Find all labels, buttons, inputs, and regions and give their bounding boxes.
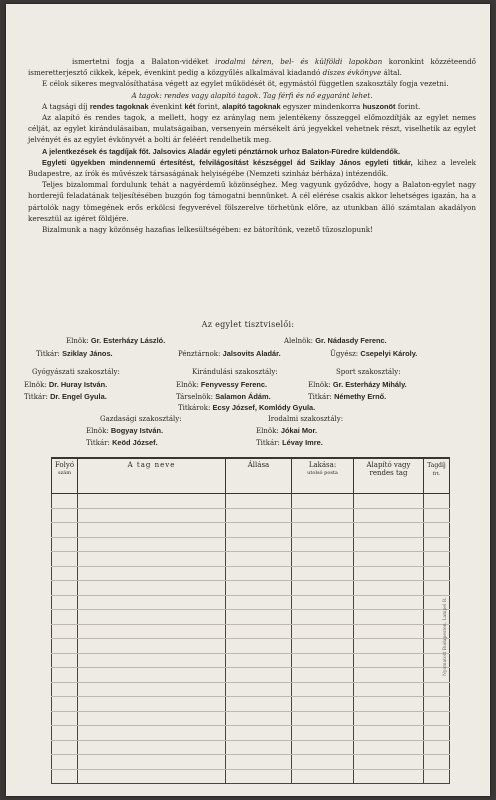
table-cell [292,755,354,770]
section-gazd-titkar: Titkár: Keöd József. [86,438,158,447]
table-body [52,494,450,784]
section-gyogy-title: Gyógyászati szakosztály: [32,368,120,376]
table-cell [424,581,450,596]
table-cell [354,653,424,668]
table-cell [52,581,78,596]
table-cell [226,610,292,625]
table-cell [78,581,226,596]
section-sport-title: Sport szakosztály: [336,368,401,376]
table-row [52,726,450,741]
officials-elnok: Elnök: Gr. Esterházy László. [66,336,166,345]
table-cell [354,552,424,567]
table-cell [354,755,424,770]
table-cell [78,682,226,697]
body-text [28,56,476,235]
table-cell [78,508,226,523]
table-cell [78,552,226,567]
table-cell [78,494,226,509]
officials-title: Az egylet tisztviselői: [201,320,295,329]
table-row [52,653,450,668]
table-cell [52,523,78,538]
table-cell [52,711,78,726]
table-cell [226,755,292,770]
section-irod-title: Irodalmi szakosztály: [268,415,344,423]
table-cell [354,610,424,625]
table-cell [52,595,78,610]
table-cell [78,726,226,741]
paragraph-1: ismertetni fogja a Balaton-vidéket irodalmi téren, bel- és külföldi lapokban koronkint közzéteendő ismeretterjesztő cikkek, képek, évenkint pedig a közgyűlés alkalmával kiadandó díszes évkönyve által. [28,57,477,78]
table-cell [78,537,226,552]
table-row [52,682,450,697]
table-cell [354,494,424,509]
table-cell [424,566,450,581]
table-cell [354,581,424,596]
table-cell [52,668,78,683]
table-cell [292,566,354,581]
table-cell [226,552,292,567]
col-lakasa: Lakása: utolsó posta [292,458,354,494]
table-cell [292,552,354,567]
section-gazd-elnok: Elnök: Bogyay István. [86,426,164,435]
table-row [52,595,450,610]
table-cell [424,755,450,770]
table-cell [354,726,424,741]
table-cell [52,682,78,697]
table-cell [226,508,292,523]
table-cell [292,769,354,784]
table-cell [354,523,424,538]
table-row [52,552,450,567]
table-row [52,581,450,596]
paragraph-5: Az alapító és rendes tagok, a mellett, hogy ez aránylag nem jelentékeny összeggel előmozdítják az egylet nemes célját, az egylet kirándulásaiban, mulatságaiban, versenyein mérsékelt árú jegyekkel vehetnek részt, viselhetik az egylet jelvényét és az egylet évkönyvét a bolti ár feléért rendelhetik meg. [28,113,476,145]
table-cell [78,610,226,625]
table-cell [424,537,450,552]
table-cell [354,508,424,523]
table-header-row [52,458,450,494]
table-cell [424,769,450,784]
table-row [52,523,450,538]
section-kirand-titkar: Titkárok: Ecsy József, Komlódy Gyula. [178,403,316,412]
table-cell [78,639,226,654]
section-irod-titkar: Titkár: Lévay Imre. [256,438,323,447]
table-cell [354,711,424,726]
table-cell [424,552,450,567]
col-tag-neve: A tag neve [78,458,226,494]
table-cell [292,610,354,625]
printer-imprint: Nyomatott Budapesten, Lampel R. [443,597,448,676]
table-cell [292,523,354,538]
table-cell [226,697,292,712]
table-cell [354,537,424,552]
table-cell [52,755,78,770]
table-cell [226,726,292,741]
table-cell [52,653,78,668]
table-cell [354,595,424,610]
table-cell [78,668,226,683]
table-cell [78,755,226,770]
table-cell [52,552,78,567]
table-cell [226,682,292,697]
table-cell [78,769,226,784]
table-cell [354,566,424,581]
table-cell [292,697,354,712]
table-cell [52,537,78,552]
table-cell [52,508,78,523]
membership-register-table [51,457,450,784]
table-cell [292,668,354,683]
table-cell [226,740,292,755]
table-cell [292,740,354,755]
section-gazd-title: Gazdasági szakosztály: [100,415,182,423]
table-cell [292,595,354,610]
table-row [52,755,450,770]
table-cell [292,682,354,697]
table-cell [354,624,424,639]
table-cell [354,682,424,697]
document-sheet [6,4,490,796]
section-sport-elnok: Elnök: Gr. Esterházy Mihály. [308,380,407,389]
table-cell [78,523,226,538]
table-cell [292,494,354,509]
table-row [52,711,450,726]
table-cell [424,494,450,509]
table-row [52,668,450,683]
table-cell [226,581,292,596]
table-cell [78,653,226,668]
table-cell [226,624,292,639]
officials-ugyesz: Ügyész: Csepelyi Károly. [330,349,418,358]
table-row [52,610,450,625]
table-row [52,639,450,654]
table-cell [226,711,292,726]
table-cell [292,508,354,523]
table-cell [424,740,450,755]
table-cell [292,639,354,654]
table-cell [292,537,354,552]
section-kirand-title: Kirándulási szakosztály: [192,368,278,376]
table-cell [354,697,424,712]
table-cell [52,566,78,581]
table-cell [226,566,292,581]
officials-penztarnok: Pénztárnok: Jalsovits Aladár. [178,349,281,358]
table-cell [52,494,78,509]
paragraph-7: Egyleti ügyekben mindennemű értesítést, felvilágosítást készséggel ád Sziklay János egyleti titkár, kihez a levelek Budapestre, az írók és művészek társaságának helyiségébe (Nemzeti szinház bérháza) intézendők. [28,157,476,179]
table-cell [354,668,424,683]
table-cell [52,697,78,712]
table-cell [226,769,292,784]
table-cell [78,711,226,726]
col-folyo-szam: Folyó szám [52,458,78,494]
table-cell [354,639,424,654]
paragraph-4: A tagsági díj rendes tagoknak évenkint két forint, alapító tagoknak egyszer mindenkorra huszonöt forint. [42,101,421,111]
table-row [52,508,450,523]
section-gyogy-titkar: Titkár: Dr. Engel Gyula. [24,392,107,401]
table-cell [424,711,450,726]
table-cell [424,682,450,697]
table-cell [78,624,226,639]
table-row [52,624,450,639]
paragraph-9: Bizalmunk a nagy közönség hazafias lelkesültségében: ez bátorítónk, vezető tűzoszlopunk! [42,225,373,235]
table-cell [226,523,292,538]
table-cell [226,653,292,668]
table-cell [78,566,226,581]
col-allasa: Állása [226,458,292,494]
table-cell [424,508,450,523]
table-cell [292,711,354,726]
table-cell [52,769,78,784]
paragraph-8: Teljes bizalommal fordulunk tehát a nagyérdemű közönséghez. Meg vagyunk győződve, hogy a Balaton-egylet nagy horderejű feladatának teljesítésében buzgón fog támogatni bennünket. A cél elérése csakis akkor lehetséges igazán, ha a pártolók nagy tömegének erős erkölcsi fegyverével fölszerelve törhetünk előre, az utunkban álló számtalan akadályon keresztül az igéret földjére. [28,180,476,223]
table-cell [226,639,292,654]
table-cell [78,740,226,755]
table-cell [354,740,424,755]
section-gyogy-elnok: Elnök: Dr. Huray István. [24,380,108,389]
table-cell [52,624,78,639]
paragraph-2: E célok sikeres megvalósíthatása végett az egylet működését öt, egymástól független szakosztály fogja vezetni. [42,79,449,89]
col-tagdij: Tagdíj frt. [424,458,450,494]
table-row [52,697,450,712]
table-row [52,566,450,581]
table-cell [226,494,292,509]
table-cell [292,653,354,668]
table-cell [292,624,354,639]
officials-titkar: Titkár: Sziklay János. [36,349,113,358]
table-cell [292,726,354,741]
table-cell [52,639,78,654]
table-row [52,769,450,784]
table-cell [78,595,226,610]
table-cell [78,697,226,712]
section-kirand-elnok: Elnök: Fenyvessy Ferenc. [176,380,268,389]
col-alapito-rendes: Alapító vagy rendes tag [354,458,424,494]
table-cell [226,537,292,552]
table-row [52,537,450,552]
table-cell [424,726,450,741]
table-cell [424,697,450,712]
table-cell [226,595,292,610]
table-row [52,494,450,509]
paragraph-3: A tagok: rendes vagy alapító tagok. Tag férfi és nő egyaránt lehet. [131,90,373,100]
table-cell [354,769,424,784]
table-cell [226,668,292,683]
officials-alelnok: Alelnök: Gr. Nádasdy Ferenc. [284,336,387,345]
section-irod-elnok: Elnök: Jókai Mor. [256,426,318,435]
section-sport-titkar: Titkár: Némethy Ernő. [308,392,387,401]
table-cell [424,523,450,538]
paragraph-6: A jelentkezések és tagdíjak főt. Jalsovics Aladár egyleti pénztárnok urhoz Balaton-Füredre küldendők. [42,146,400,156]
section-kirand-elnok2: Társelnök: Salamon Ádám. [176,392,271,401]
table-cell [292,581,354,596]
table-row [52,740,450,755]
table-cell [52,610,78,625]
table-cell [52,740,78,755]
table-cell [52,726,78,741]
